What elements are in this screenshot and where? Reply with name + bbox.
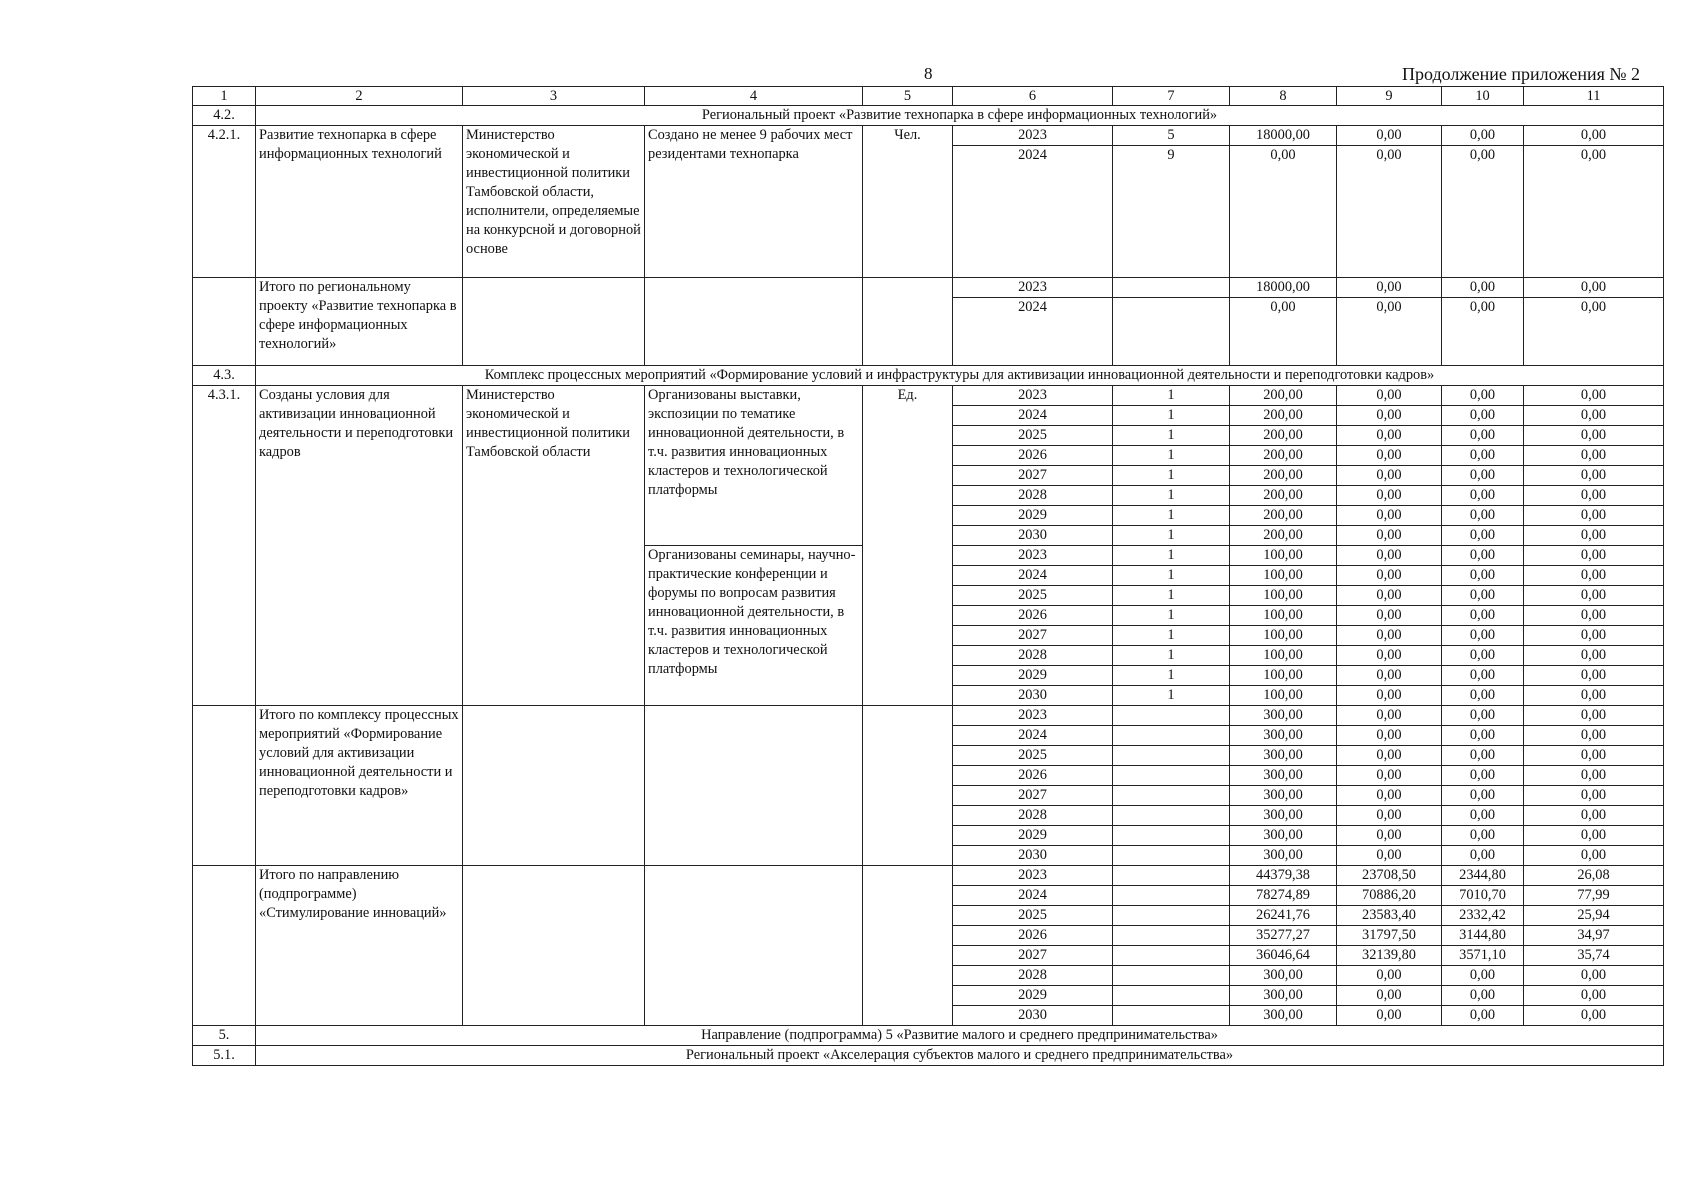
indicator-value-cell: 1 bbox=[1113, 526, 1230, 546]
local-cell: 0,00 bbox=[1524, 406, 1664, 426]
regional-cell: 0,00 bbox=[1442, 706, 1524, 726]
federal-cell: 0,00 bbox=[1337, 806, 1442, 826]
total-cell: 300,00 bbox=[1230, 706, 1337, 726]
regional-cell: 0,00 bbox=[1442, 278, 1524, 298]
item-result: Организованы выставки, экспозиции по тематике инновационной деятельности, в т.ч. развития инновационных кластеров и технологической платформы bbox=[645, 386, 863, 546]
total-cell: 300,00 bbox=[1230, 826, 1337, 846]
regional-cell: 0,00 bbox=[1442, 566, 1524, 586]
total-cell: 100,00 bbox=[1230, 606, 1337, 626]
regional-cell: 0,00 bbox=[1442, 1006, 1524, 1026]
local-cell: 0,00 bbox=[1524, 846, 1664, 866]
total-cell: 200,00 bbox=[1230, 506, 1337, 526]
section-title: Направление (подпрограмма) 5 «Развитие малого и среднего предпринимательства» bbox=[256, 1026, 1664, 1046]
local-cell: 0,00 bbox=[1524, 726, 1664, 746]
local-cell: 26,08 bbox=[1524, 866, 1664, 886]
total-cell: 200,00 bbox=[1230, 466, 1337, 486]
federal-cell: 0,00 bbox=[1337, 726, 1442, 746]
federal-cell: 32139,80 bbox=[1337, 946, 1442, 966]
federal-cell: 0,00 bbox=[1337, 1006, 1442, 1026]
year-cell: 2023 bbox=[953, 866, 1113, 886]
local-cell: 35,74 bbox=[1524, 946, 1664, 966]
year-cell: 2029 bbox=[953, 506, 1113, 526]
total-cell: 300,00 bbox=[1230, 986, 1337, 1006]
year-cell: 2030 bbox=[953, 686, 1113, 706]
federal-cell: 0,00 bbox=[1337, 686, 1442, 706]
empty-cell bbox=[863, 706, 953, 866]
indicator-value-cell bbox=[1113, 298, 1230, 366]
regional-cell: 0,00 bbox=[1442, 406, 1524, 426]
total-cell: 100,00 bbox=[1230, 686, 1337, 706]
table-row bbox=[193, 87, 1664, 106]
year-cell: 2028 bbox=[953, 486, 1113, 506]
indicator-value-cell bbox=[1113, 806, 1230, 826]
table-row bbox=[193, 1046, 1664, 1066]
indicator-value-cell: 1 bbox=[1113, 506, 1230, 526]
unit-cell: Чел. bbox=[863, 126, 953, 278]
local-cell: 0,00 bbox=[1524, 566, 1664, 586]
column-number-header: 3 bbox=[463, 87, 645, 106]
indicator-value-cell: 9 bbox=[1113, 146, 1230, 278]
table-row bbox=[193, 1026, 1664, 1046]
year-cell: 2030 bbox=[953, 1006, 1113, 1026]
local-cell: 0,00 bbox=[1524, 746, 1664, 766]
table-row bbox=[193, 366, 1664, 386]
item-executor: Министерство экономической и инвестиционной политики Тамбовской области, исполнители, определяемые на конкурсной и договорной основе bbox=[463, 126, 645, 278]
local-cell: 0,00 bbox=[1524, 666, 1664, 686]
local-cell: 0,00 bbox=[1524, 446, 1664, 466]
indicator-value-cell: 1 bbox=[1113, 546, 1230, 566]
item-number: 4.3.1. bbox=[193, 386, 256, 706]
empty-cell bbox=[193, 706, 256, 866]
year-cell: 2028 bbox=[953, 966, 1113, 986]
indicator-value-cell bbox=[1113, 866, 1230, 886]
year-cell: 2027 bbox=[953, 786, 1113, 806]
empty-cell bbox=[193, 278, 256, 366]
item-executor: Министерство экономической и инвестиционной политики Тамбовской области bbox=[463, 386, 645, 706]
column-number-header: 5 bbox=[863, 87, 953, 106]
regional-cell: 0,00 bbox=[1442, 986, 1524, 1006]
total-cell: 100,00 bbox=[1230, 626, 1337, 646]
regional-cell: 0,00 bbox=[1442, 786, 1524, 806]
total-cell: 0,00 bbox=[1230, 146, 1337, 278]
federal-cell: 0,00 bbox=[1337, 786, 1442, 806]
total-cell: 300,00 bbox=[1230, 966, 1337, 986]
regional-cell: 0,00 bbox=[1442, 146, 1524, 278]
regional-cell: 2332,42 bbox=[1442, 906, 1524, 926]
local-cell: 0,00 bbox=[1524, 786, 1664, 806]
total-cell: 100,00 bbox=[1230, 666, 1337, 686]
indicator-value-cell: 1 bbox=[1113, 446, 1230, 466]
indicator-value-cell bbox=[1113, 926, 1230, 946]
year-cell: 2026 bbox=[953, 606, 1113, 626]
local-cell: 0,00 bbox=[1524, 426, 1664, 446]
year-cell: 2027 bbox=[953, 626, 1113, 646]
indicator-value-cell: 1 bbox=[1113, 626, 1230, 646]
federal-cell: 23708,50 bbox=[1337, 866, 1442, 886]
regional-cell: 0,00 bbox=[1442, 606, 1524, 626]
indicator-value-cell: 1 bbox=[1113, 646, 1230, 666]
regional-cell: 0,00 bbox=[1442, 466, 1524, 486]
federal-cell: 0,00 bbox=[1337, 706, 1442, 726]
regional-cell: 0,00 bbox=[1442, 386, 1524, 406]
total-cell: 100,00 bbox=[1230, 586, 1337, 606]
table-row bbox=[193, 706, 1664, 726]
federal-cell: 0,00 bbox=[1337, 746, 1442, 766]
local-cell: 25,94 bbox=[1524, 906, 1664, 926]
local-cell: 0,00 bbox=[1524, 766, 1664, 786]
appendix-note: Продолжение приложения № 2 bbox=[1402, 64, 1641, 84]
total-cell: 78274,89 bbox=[1230, 886, 1337, 906]
table-row bbox=[193, 126, 1664, 146]
total-cell: 44379,38 bbox=[1230, 866, 1337, 886]
regional-cell: 0,00 bbox=[1442, 826, 1524, 846]
local-cell: 34,97 bbox=[1524, 926, 1664, 946]
column-number-header: 11 bbox=[1524, 87, 1664, 106]
local-cell: 0,00 bbox=[1524, 126, 1664, 146]
regional-cell: 0,00 bbox=[1442, 506, 1524, 526]
local-cell: 0,00 bbox=[1524, 966, 1664, 986]
regional-cell: 0,00 bbox=[1442, 746, 1524, 766]
total-label: Итого по комплексу процессных мероприятий «Формирование условий для активизации инновационной деятельности и переподготовки кадров» bbox=[256, 706, 463, 866]
year-cell: 2023 bbox=[953, 706, 1113, 726]
federal-cell: 0,00 bbox=[1337, 278, 1442, 298]
section-title: Региональный проект «Развитие технопарка в сфере информационных технологий» bbox=[256, 106, 1664, 126]
regional-cell: 0,00 bbox=[1442, 766, 1524, 786]
total-cell: 200,00 bbox=[1230, 386, 1337, 406]
regional-cell: 0,00 bbox=[1442, 626, 1524, 646]
federal-cell: 0,00 bbox=[1337, 846, 1442, 866]
year-cell: 2024 bbox=[953, 298, 1113, 366]
total-cell: 26241,76 bbox=[1230, 906, 1337, 926]
item-result: Организованы семинары, научно-практические конференции и форумы по вопросам развития инновационной деятельности, в т.ч. развития инновационных кластеров и технологической платформы bbox=[645, 546, 863, 706]
local-cell: 0,00 bbox=[1524, 806, 1664, 826]
federal-cell: 0,00 bbox=[1337, 966, 1442, 986]
local-cell: 0,00 bbox=[1524, 506, 1664, 526]
federal-cell: 0,00 bbox=[1337, 506, 1442, 526]
year-cell: 2025 bbox=[953, 906, 1113, 926]
federal-cell: 0,00 bbox=[1337, 486, 1442, 506]
total-cell: 100,00 bbox=[1230, 646, 1337, 666]
indicator-value-cell: 1 bbox=[1113, 466, 1230, 486]
federal-cell: 0,00 bbox=[1337, 426, 1442, 446]
item-name: Созданы условия для активизации инновационной деятельности и переподготовки кадров bbox=[256, 386, 463, 706]
year-cell: 2027 bbox=[953, 466, 1113, 486]
federal-cell: 0,00 bbox=[1337, 126, 1442, 146]
year-cell: 2024 bbox=[953, 726, 1113, 746]
item-result: Создано не менее 9 рабочих мест резидентами технопарка bbox=[645, 126, 863, 278]
indicator-value-cell bbox=[1113, 906, 1230, 926]
regional-cell: 0,00 bbox=[1442, 726, 1524, 746]
federal-cell: 0,00 bbox=[1337, 646, 1442, 666]
column-number-header: 1 bbox=[193, 87, 256, 106]
federal-cell: 0,00 bbox=[1337, 446, 1442, 466]
total-cell: 100,00 bbox=[1230, 566, 1337, 586]
year-cell: 2026 bbox=[953, 926, 1113, 946]
total-cell: 300,00 bbox=[1230, 1006, 1337, 1026]
regional-cell: 0,00 bbox=[1442, 806, 1524, 826]
empty-cell bbox=[645, 278, 863, 366]
federal-cell: 70886,20 bbox=[1337, 886, 1442, 906]
total-cell: 300,00 bbox=[1230, 846, 1337, 866]
local-cell: 0,00 bbox=[1524, 986, 1664, 1006]
column-number-header: 9 bbox=[1337, 87, 1442, 106]
total-label: Итого по направлению (подпрограмме) «Стимулирование инноваций» bbox=[256, 866, 463, 1026]
empty-cell bbox=[863, 866, 953, 1026]
indicator-value-cell: 1 bbox=[1113, 606, 1230, 626]
column-number-header: 10 bbox=[1442, 87, 1524, 106]
total-cell: 200,00 bbox=[1230, 406, 1337, 426]
total-cell: 300,00 bbox=[1230, 766, 1337, 786]
indicator-value-cell bbox=[1113, 846, 1230, 866]
year-cell: 2024 bbox=[953, 146, 1113, 278]
federal-cell: 0,00 bbox=[1337, 406, 1442, 426]
federal-cell: 0,00 bbox=[1337, 986, 1442, 1006]
federal-cell: 31797,50 bbox=[1337, 926, 1442, 946]
local-cell: 0,00 bbox=[1524, 466, 1664, 486]
regional-cell: 2344,80 bbox=[1442, 866, 1524, 886]
total-cell: 0,00 bbox=[1230, 298, 1337, 366]
total-cell: 200,00 bbox=[1230, 446, 1337, 466]
federal-cell: 0,00 bbox=[1337, 766, 1442, 786]
indicator-value-cell: 1 bbox=[1113, 386, 1230, 406]
regional-cell: 0,00 bbox=[1442, 646, 1524, 666]
empty-cell bbox=[463, 866, 645, 1026]
total-cell: 100,00 bbox=[1230, 546, 1337, 566]
year-cell: 2025 bbox=[953, 586, 1113, 606]
year-cell: 2029 bbox=[953, 986, 1113, 1006]
indicator-value-cell: 1 bbox=[1113, 666, 1230, 686]
year-cell: 2028 bbox=[953, 806, 1113, 826]
total-cell: 18000,00 bbox=[1230, 126, 1337, 146]
federal-cell: 0,00 bbox=[1337, 626, 1442, 646]
column-number-header: 4 bbox=[645, 87, 863, 106]
regional-cell: 0,00 bbox=[1442, 526, 1524, 546]
section-title: Региональный проект «Акселерация субъектов малого и среднего предпринимательства» bbox=[256, 1046, 1664, 1066]
indicator-value-cell bbox=[1113, 786, 1230, 806]
regional-cell: 0,00 bbox=[1442, 426, 1524, 446]
regional-cell: 0,00 bbox=[1442, 486, 1524, 506]
indicator-value-cell bbox=[1113, 886, 1230, 906]
year-cell: 2026 bbox=[953, 766, 1113, 786]
federal-cell: 0,00 bbox=[1337, 146, 1442, 278]
year-cell: 2030 bbox=[953, 526, 1113, 546]
empty-cell bbox=[645, 706, 863, 866]
local-cell: 0,00 bbox=[1524, 606, 1664, 626]
year-cell: 2023 bbox=[953, 126, 1113, 146]
total-cell: 200,00 bbox=[1230, 486, 1337, 506]
page-number: 8 bbox=[924, 64, 933, 83]
local-cell: 0,00 bbox=[1524, 706, 1664, 726]
indicator-value-cell: 1 bbox=[1113, 426, 1230, 446]
total-cell: 300,00 bbox=[1230, 786, 1337, 806]
regional-cell: 0,00 bbox=[1442, 966, 1524, 986]
regional-cell: 0,00 bbox=[1442, 586, 1524, 606]
empty-cell bbox=[463, 278, 645, 366]
year-cell: 2024 bbox=[953, 566, 1113, 586]
indicator-value-cell bbox=[1113, 278, 1230, 298]
local-cell: 0,00 bbox=[1524, 386, 1664, 406]
total-cell: 200,00 bbox=[1230, 526, 1337, 546]
indicator-value-cell: 5 bbox=[1113, 126, 1230, 146]
empty-cell bbox=[193, 866, 256, 1026]
local-cell: 0,00 bbox=[1524, 626, 1664, 646]
regional-cell: 0,00 bbox=[1442, 846, 1524, 866]
section-number: 4.3. bbox=[193, 366, 256, 386]
total-label: Итого по региональному проекту «Развитие технопарка в сфере информационных технологий» bbox=[256, 278, 463, 366]
local-cell: 0,00 bbox=[1524, 826, 1664, 846]
indicator-value-cell bbox=[1113, 726, 1230, 746]
local-cell: 0,00 bbox=[1524, 486, 1664, 506]
year-cell: 2023 bbox=[953, 278, 1113, 298]
regional-cell: 7010,70 bbox=[1442, 886, 1524, 906]
section-number: 5.1. bbox=[193, 1046, 256, 1066]
total-cell: 300,00 bbox=[1230, 746, 1337, 766]
empty-cell bbox=[463, 706, 645, 866]
total-cell: 300,00 bbox=[1230, 726, 1337, 746]
item-number: 4.2.1. bbox=[193, 126, 256, 278]
regional-cell: 0,00 bbox=[1442, 546, 1524, 566]
total-cell: 18000,00 bbox=[1230, 278, 1337, 298]
item-name: Развитие технопарка в сфере информационных технологий bbox=[256, 126, 463, 278]
local-cell: 0,00 bbox=[1524, 646, 1664, 666]
total-cell: 200,00 bbox=[1230, 426, 1337, 446]
indicator-value-cell bbox=[1113, 1006, 1230, 1026]
indicator-value-cell: 1 bbox=[1113, 566, 1230, 586]
year-cell: 2030 bbox=[953, 846, 1113, 866]
program-table bbox=[192, 86, 1664, 1066]
table-row bbox=[193, 106, 1664, 126]
indicator-value-cell: 1 bbox=[1113, 486, 1230, 506]
federal-cell: 23583,40 bbox=[1337, 906, 1442, 926]
indicator-value-cell: 1 bbox=[1113, 686, 1230, 706]
indicator-value-cell: 1 bbox=[1113, 586, 1230, 606]
regional-cell: 0,00 bbox=[1442, 686, 1524, 706]
regional-cell: 0,00 bbox=[1442, 298, 1524, 366]
year-cell: 2024 bbox=[953, 886, 1113, 906]
indicator-value-cell bbox=[1113, 966, 1230, 986]
local-cell: 0,00 bbox=[1524, 298, 1664, 366]
table-row bbox=[193, 866, 1664, 886]
indicator-value-cell: 1 bbox=[1113, 406, 1230, 426]
federal-cell: 0,00 bbox=[1337, 386, 1442, 406]
regional-cell: 0,00 bbox=[1442, 666, 1524, 686]
section-number: 4.2. bbox=[193, 106, 256, 126]
column-number-header: 7 bbox=[1113, 87, 1230, 106]
section-number: 5. bbox=[193, 1026, 256, 1046]
federal-cell: 0,00 bbox=[1337, 546, 1442, 566]
local-cell: 0,00 bbox=[1524, 526, 1664, 546]
federal-cell: 0,00 bbox=[1337, 586, 1442, 606]
federal-cell: 0,00 bbox=[1337, 826, 1442, 846]
federal-cell: 0,00 bbox=[1337, 466, 1442, 486]
federal-cell: 0,00 bbox=[1337, 606, 1442, 626]
indicator-value-cell bbox=[1113, 986, 1230, 1006]
federal-cell: 0,00 bbox=[1337, 298, 1442, 366]
indicator-value-cell bbox=[1113, 706, 1230, 726]
local-cell: 0,00 bbox=[1524, 686, 1664, 706]
year-cell: 2029 bbox=[953, 666, 1113, 686]
federal-cell: 0,00 bbox=[1337, 526, 1442, 546]
year-cell: 2026 bbox=[953, 446, 1113, 466]
indicator-value-cell bbox=[1113, 826, 1230, 846]
column-number-header: 6 bbox=[953, 87, 1113, 106]
year-cell: 2029 bbox=[953, 826, 1113, 846]
regional-cell: 3144,80 bbox=[1442, 926, 1524, 946]
year-cell: 2023 bbox=[953, 546, 1113, 566]
regional-cell: 0,00 bbox=[1442, 446, 1524, 466]
local-cell: 0,00 bbox=[1524, 1006, 1664, 1026]
year-cell: 2025 bbox=[953, 426, 1113, 446]
indicator-value-cell bbox=[1113, 766, 1230, 786]
section-title: Комплекс процессных мероприятий «Формирование условий и инфраструктуры для активизации инновационной деятельности и переподготовки кадров» bbox=[256, 366, 1664, 386]
local-cell: 0,00 bbox=[1524, 586, 1664, 606]
unit-cell: Ед. bbox=[863, 386, 953, 706]
empty-cell bbox=[645, 866, 863, 1026]
indicator-value-cell bbox=[1113, 946, 1230, 966]
year-cell: 2023 bbox=[953, 386, 1113, 406]
local-cell: 0,00 bbox=[1524, 146, 1664, 278]
column-number-header: 8 bbox=[1230, 87, 1337, 106]
total-cell: 36046,64 bbox=[1230, 946, 1337, 966]
year-cell: 2027 bbox=[953, 946, 1113, 966]
column-number-header: 2 bbox=[256, 87, 463, 106]
year-cell: 2025 bbox=[953, 746, 1113, 766]
table-row bbox=[193, 386, 1664, 406]
federal-cell: 0,00 bbox=[1337, 566, 1442, 586]
year-cell: 2028 bbox=[953, 646, 1113, 666]
local-cell: 0,00 bbox=[1524, 278, 1664, 298]
regional-cell: 3571,10 bbox=[1442, 946, 1524, 966]
regional-cell: 0,00 bbox=[1442, 126, 1524, 146]
federal-cell: 0,00 bbox=[1337, 666, 1442, 686]
local-cell: 0,00 bbox=[1524, 546, 1664, 566]
total-cell: 35277,27 bbox=[1230, 926, 1337, 946]
empty-cell bbox=[863, 278, 953, 366]
year-cell: 2024 bbox=[953, 406, 1113, 426]
indicator-value-cell bbox=[1113, 746, 1230, 766]
table-row bbox=[193, 278, 1664, 298]
local-cell: 77,99 bbox=[1524, 886, 1664, 906]
total-cell: 300,00 bbox=[1230, 806, 1337, 826]
